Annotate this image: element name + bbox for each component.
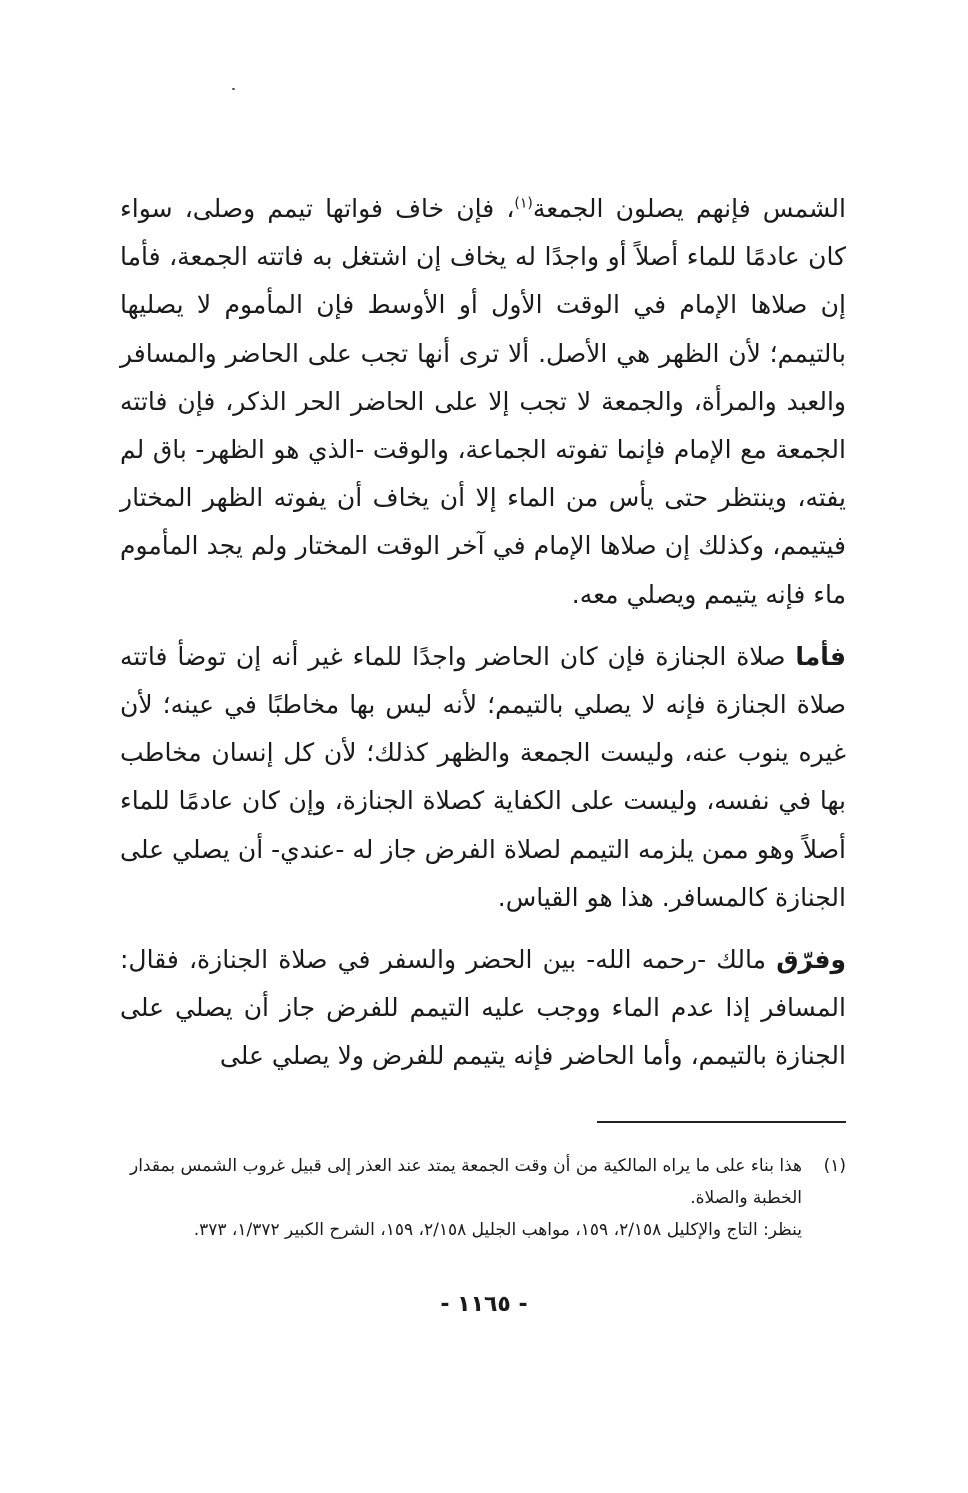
main-text [120,185,846,1081]
footnote-number: (١) [823,1156,846,1176]
paragraph-2 [120,633,846,922]
footnote-line: هذا بناء على ما يراه المالكية من أن وقت الجمعة يمتد عند العذر إلى قبيل غروب الشمس بمقدار الخطبة والصلاة. [130,1156,802,1208]
scan-speck [232,88,235,90]
paragraph-3-lead-word: وفرّق [776,945,846,975]
paragraph-1 [120,185,846,619]
footnote-body [130,1150,802,1246]
paragraph-1-text-before-ref: الشمس فإنهم يصلون الجمعة [532,194,846,223]
paragraph-2-text: صلاة الجنازة فإن كان الحاضر واجدًا للماء غير أنه إن توضأ فاتته صلاة الجنازة فإنه لا يصلي بالتيمم؛ لأنه ليس بها مخاطبًا في عينه؛ لأن غيره ينوب عنه، وليست الجمعة والظهر كذلك؛ لأن كل إنسان مخاطب بها في نفسه، وليست على الكفاية كصلاة الجنازة، وإن كان عادمًا للماء أصلاً وهو ممن يلزمه التيمم لصلاة الفرض جاز له -عندي- أن يصلي على الجنازة كالمسافر. هذا هو القياس. [120,641,846,912]
paragraph-2-lead-word: فأما [795,641,846,671]
footnotes [130,1150,846,1246]
footnote-separator [597,1121,846,1123]
footnote-line: ينظر: التاج والإكليل ٢/١٥٨، ١٥٩، مواهب الجليل ٢/١٥٨، ١٥٩، الشرح الكبير ١/٣٧٢، ٣٧٣. [193,1220,802,1240]
paragraph-3 [120,936,846,1081]
paragraph-1-text: ، فإن خاف فواتها تيمم وصلى، سواء كان عادمًا للماء أصلاً أو واجدًا له يخاف إن اشتغل به فاتته الجمعة، فأما إن صلاها الإمام في الوقت الأول أو الأوسط فإن المأموم لا يصليها بالتيمم؛ لأن الظهر هي الأصل. ألا ترى أنها تجب على الحاضر والمسافر والعبد والمرأة، والجمعة لا تجب إلا على الحاضر الحر الذكر، فإن فاتته الجمعة مع الإمام فإنما تفوته الجماعة، والوقت -الذي هو الظهر- باق لم يفته، وينتظر حتى يأس من الماء إلا أن يخاف أن يفوته الظهر المختار فيتيمم، وكذلك إن صلاها الإمام في آخر الوقت المختار ولم يجد المأموم ماء فإنه يتيمم ويصلي معه. [120,194,846,609]
paragraph-3-text: مالك -رحمه الله- بين الحضر والسفر في صلاة الجنازة، فقال: المسافر إذا عدم الماء ووجب عليه التيمم للفرض جاز أن يصلي على الجنازة بالتيمم، وأما الحاضر فإنه يتيمم للفرض ولا يصلي على [120,945,846,1071]
footnote-item [130,1150,846,1246]
page-number: - ١١٦٥ - [440,1292,528,1317]
footnote-reference[interactable]: (١) [514,195,533,212]
